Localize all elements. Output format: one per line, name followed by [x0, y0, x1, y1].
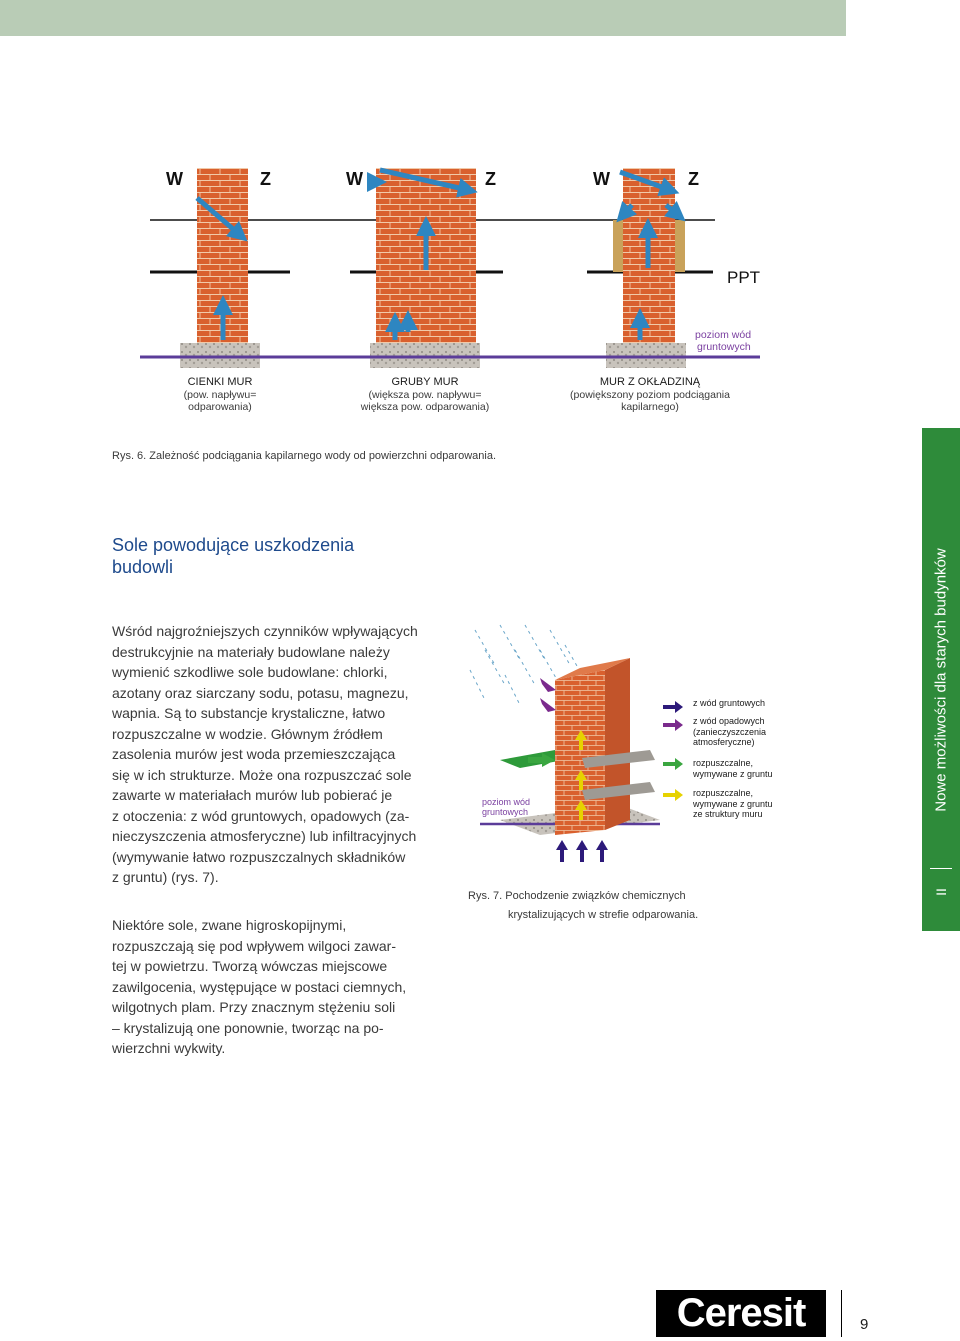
p1-line: się w ich strukturze. Może ona rozpuszczać sole [112, 766, 412, 783]
legend-text: wymywane z gruntu [693, 798, 773, 809]
paragraph-1 [112, 621, 442, 888]
logo-divider [841, 1290, 842, 1337]
label-z-3: Z [688, 169, 699, 189]
legend-item-rainwater [693, 716, 766, 748]
p2-line: wierzchni wykwity. [112, 1040, 226, 1056]
heading-line-1: Sole powodujące uszkodzenia [112, 535, 355, 555]
wall-label-cladded-l1: (powiększony poziom podciągania [570, 388, 730, 401]
wall-label-thick-l1: (większa pow. napływu= [368, 388, 482, 401]
legend-text: (zanieczyszczenia [693, 726, 767, 737]
wall-label-cladded-title: MUR Z OKŁADZINĄ [599, 376, 701, 388]
label-w-3: W [593, 169, 610, 189]
legend-item-wall-structure [693, 788, 773, 820]
legend-text: wymywane z gruntu [693, 768, 773, 779]
p1-line: wapnia. Są to substancje krystaliczne, łatwo [112, 705, 386, 721]
wall-label-cladded [560, 376, 740, 414]
page-number: 9 [860, 1316, 869, 1333]
wall-label-thin-title: CIENKI MUR [187, 376, 253, 388]
wall-label-thin-l1: (pow. napływu= [183, 388, 257, 401]
fig7-groundwater-1: poziom wód [482, 797, 531, 807]
label-w-2: W [346, 169, 363, 189]
p1-line: z gruntu) (rys. 7). [112, 869, 219, 885]
p1-line: Wśród najgroźniejszych czynników wpływających [112, 623, 418, 639]
p1-line: (wymywanie łatwo rozpuszczalnych składników [112, 848, 406, 865]
wall-label-thick-title: GRUBY MUR [391, 376, 459, 388]
p1-line: z otoczenia: z wód gruntowych, opadowych (za- [112, 807, 410, 824]
p1-line: zawarte w materiałach murów lub pobierać je [112, 787, 393, 803]
label-z-1: Z [260, 169, 271, 189]
label-w-1: W [166, 169, 183, 189]
wall-label-thin [150, 376, 290, 414]
p2-line: wilgotnych plam. Przy znacznym stężeniu soli [112, 999, 396, 1015]
p1-line: destrukcyjnie na materiały budowlane należy [112, 643, 390, 660]
chapter-side-tab [922, 428, 960, 931]
fig7-groundwater-2: gruntowych [482, 807, 529, 817]
legend-text: z wód opadowych [693, 716, 765, 726]
groundwater-label-2: gruntowych [697, 341, 751, 353]
ceresit-logo: Ceresit [656, 1290, 826, 1337]
p2-line: zawilgocenia, występujące w postaci ciemnych, [112, 978, 407, 995]
p2-line: tej w powietrzu. Tworzą wówczas miejscowe [112, 958, 388, 974]
legend-item-groundwater [693, 698, 765, 709]
section-heading [112, 534, 472, 578]
wall-cladding-right [675, 220, 685, 272]
legend-text: ze struktury muru [693, 809, 763, 819]
figure-7-caption-1: Rys. 7. Pochodzenie związków chemicznych [468, 890, 686, 902]
figure-6-caption: Rys. 6. Zależność podciągania kapilarnego wody od powierzchni odparowania. [112, 450, 497, 462]
label-z-2: Z [485, 169, 496, 189]
legend-text: z wód gruntowych [693, 698, 766, 708]
p2-line: rozpuszczają się pod wpływem wilgoci zawar- [112, 937, 396, 954]
top-color-bar [0, 0, 846, 36]
p1-line: zasolenia murów jest woda przemieszczająca [112, 746, 396, 762]
legend-text: rozpuszczalne, [693, 758, 754, 768]
wall-label-thick [340, 376, 510, 414]
groundwater-label-1: poziom wód [695, 329, 752, 341]
paragraph-2 [112, 915, 442, 1059]
p1-line: nieczyszczenia atmosferyczne) lub infiltracyjnych [112, 828, 417, 844]
wall-cladding-left [613, 220, 623, 272]
p2-line: – krystalizują one ponownie, tworząc na po- [112, 1019, 384, 1036]
p2-line: Niektóre sole, zwane higroskopijnymi, [112, 917, 347, 933]
p1-line: wymienić szkodliwe sole budowlane: chlorki, [112, 664, 388, 680]
wall-label-cladded-l2: kapilarnego) [621, 401, 679, 413]
side-tab-title: Nowe możliwości dla starych budynków [932, 548, 950, 812]
legend-text: atmosferyczne) [693, 737, 755, 747]
side-tab-divider [930, 868, 952, 869]
heading-line-2: budowli [112, 557, 174, 577]
figure-7-caption-2: krystalizujących w strefie odparowania. [508, 909, 699, 921]
legend-item-soil [693, 758, 773, 779]
side-tab-roman: II [933, 888, 949, 896]
p1-line: rozpuszczalne w wodzie. Głównym źródłem [112, 725, 383, 742]
label-ppt: PPT [727, 268, 761, 287]
legend-text: rozpuszczalne, [693, 788, 754, 798]
p1-line: azotany oraz siarczany sodu, potasu, magnezu, [112, 684, 409, 701]
wall-label-thick-l2: większa pow. odparowania) [360, 401, 490, 413]
wall-label-thin-l2: odparowania) [188, 401, 252, 413]
